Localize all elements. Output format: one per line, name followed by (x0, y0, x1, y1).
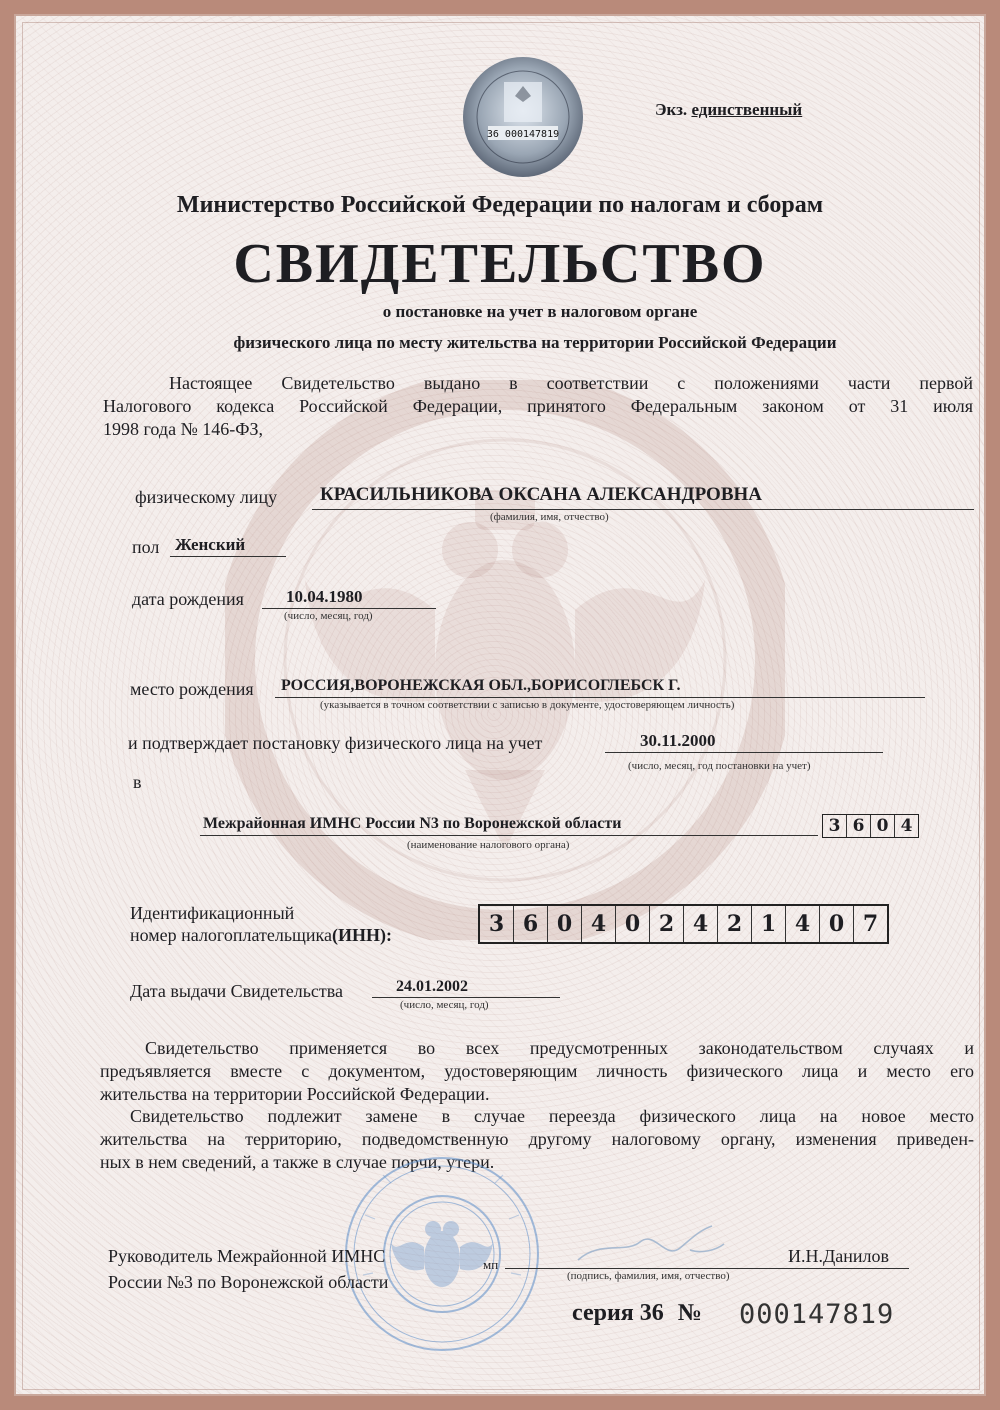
inn-label-line-2: номер налогоплательщика (130, 925, 333, 945)
usage-line: жительства на территории Российской Федерации. (100, 1084, 490, 1104)
intro-line: Настоящее Свидетельство выдано в соответствии с положениями части первой (169, 373, 973, 393)
digit-cell: 4 (900, 816, 913, 836)
digit-cell: 3 (823, 815, 847, 837)
replacement-line: Свидетельство подлежит замене в случае переезда физического лица на новое место (130, 1106, 974, 1126)
signature-underline (505, 1268, 909, 1269)
issue-date-value: 24.01.2002 (396, 978, 468, 995)
usage-paragraph (100, 1037, 974, 1106)
usage-line: предъявляется вместе с документом, удостоверяющим личность физического лица и место его (100, 1061, 974, 1081)
usage-line: Свидетельство применяется во всех предусмотренных законодательством случаях и (145, 1038, 974, 1058)
signature-caption: (подпись, фамилия, имя, отчество) (567, 1270, 730, 1282)
digit-cell: 1 (752, 906, 786, 942)
ministry-name: Министерство Российской Федерации по налогам и сборам (176, 192, 824, 218)
tax-office-underline (200, 835, 818, 836)
registration-date: 30.11.2000 (640, 731, 716, 750)
inn-digits (478, 904, 889, 944)
digit-cell: 2 (650, 906, 684, 942)
birth-date-label: дата рождения (132, 589, 244, 609)
intro-line: Налогового кодекса Российской Федерации, принятого Федеральным законом от 31 июля (103, 396, 973, 416)
digit-cell: 3 (480, 906, 514, 942)
digit-cell: 0 (820, 906, 854, 942)
birth-place-value: РОССИЯ,ВОРОНЕЖСКАЯ ОБЛ.,БОРИСОГЛЕБСК Г. (281, 677, 681, 694)
digit-cell: 7 (862, 911, 879, 937)
tax-office-caption: (наименование налогового органа) (407, 839, 570, 851)
replacement-line: жительства на территорию, подведомственную другому налоговому органу, изменения приведен- (100, 1129, 974, 1149)
watermark-emblem (225, 380, 785, 940)
hologram-seal (462, 56, 584, 178)
certificate-number: 000147819 (739, 1299, 895, 1330)
person-label: физическому лицу (135, 487, 278, 507)
sex-label: пол (132, 537, 160, 557)
subtitle-line-1: о постановке на учет в налоговом органе (382, 302, 698, 321)
sex-value: Женский (175, 535, 246, 554)
series-value: 36 (639, 1300, 664, 1326)
sex-underline (170, 556, 286, 557)
inn-label-bold: (ИНН): (332, 925, 393, 945)
person-name: КРАСИЛЬНИКОВА ОКСАНА АЛЕКСАНДРОВНА (320, 484, 763, 505)
issue-date-caption: (число, месяц, год) (400, 999, 489, 1011)
registration-caption: (число, месяц, год постановки на учет) (628, 760, 811, 772)
inn-label-line-1: Идентификационный (130, 903, 295, 923)
intro-line: 1998 года № 146-ФЗ, (103, 419, 263, 439)
digit-cell: 0 (616, 906, 650, 942)
birth-place-label: место рождения (130, 679, 254, 699)
birth-date-underline (262, 608, 436, 609)
tax-office-code (822, 814, 919, 838)
birth-place-caption: (указывается в точном соответствии с записью в документе, удостоверяющем личность) (320, 699, 735, 711)
person-underline (312, 509, 974, 510)
birth-place-underline (275, 697, 925, 698)
registration-label: и подтверждает постановку физического лица на учет (128, 733, 543, 753)
tax-office-name: Межрайонная ИМНС России N3 по Воронежской области (203, 815, 622, 832)
number-sign: № (677, 1300, 702, 1326)
signatory-line-1: Руководитель Межрайонной ИМНС (108, 1246, 386, 1266)
issue-date-label: Дата выдачи Свидетельства (130, 981, 344, 1001)
signatory-line-2: России №3 по Воронежской области (108, 1272, 389, 1292)
series-block (572, 1300, 702, 1327)
hologram-number: 36 000147819 (486, 129, 560, 140)
copy-note (655, 100, 802, 120)
signer-name: И.Н.Данилов (788, 1246, 890, 1266)
document-title: СВИДЕТЕЛЬСТВО (233, 233, 767, 295)
digit-cell: 6 (514, 906, 548, 942)
copy-label: Экз. (655, 100, 688, 119)
person-caption: (фамилия, имя, отчество) (490, 511, 609, 523)
inn-label (130, 902, 392, 946)
intro-paragraph (103, 372, 973, 441)
signatory (108, 1243, 388, 1295)
in-label: в (133, 772, 142, 792)
digit-cell: 2 (718, 906, 752, 942)
birth-date-value: 10.04.1980 (286, 587, 363, 606)
mp-label: мп (483, 1257, 499, 1272)
digit-cell: 4 (582, 906, 616, 942)
issue-date-underline (372, 997, 560, 998)
digit-cell: 0 (871, 815, 895, 837)
subtitle-line-2: физического лица по месту жительства на территории Российской Федерации (233, 333, 837, 352)
digit-cell: 0 (548, 906, 582, 942)
birth-date-caption: (число, месяц, год) (284, 610, 373, 622)
digit-cell: 4 (684, 906, 718, 942)
registration-underline (605, 752, 883, 753)
digit-cell: 4 (786, 906, 820, 942)
signature-mark (570, 1220, 730, 1272)
copy-value: единственный (691, 100, 803, 119)
replacement-line: ных в нем сведений, а также в случае порчи, утери. (100, 1152, 495, 1172)
series-label: серия (572, 1300, 634, 1326)
digit-cell: 6 (847, 815, 871, 837)
